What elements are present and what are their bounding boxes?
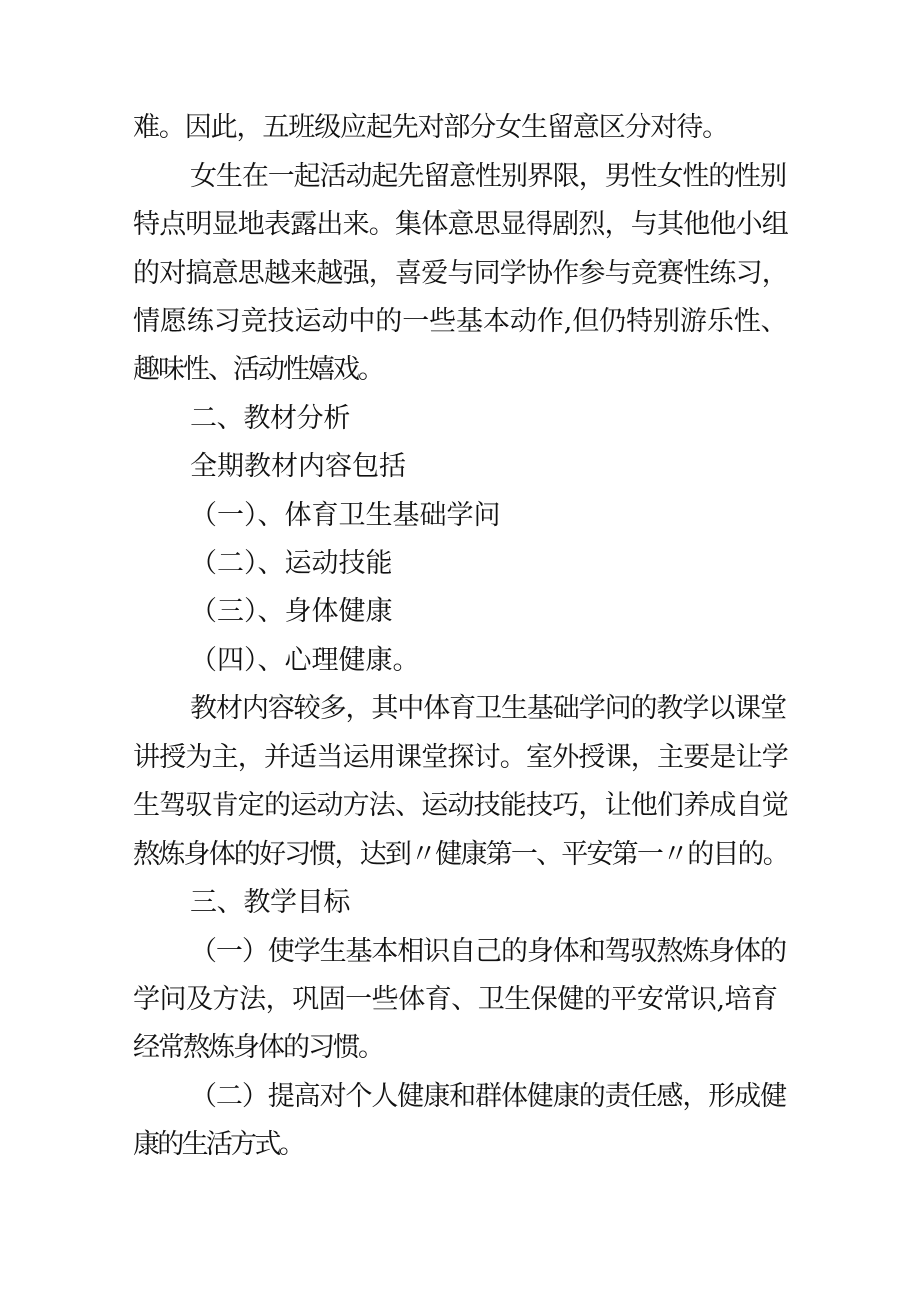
paragraph-line: 讲授为主，并适当运用课堂探讨。室外授课，主要是让学 bbox=[133, 742, 788, 773]
paragraph-line: 生驾驭肯定的运动方法、运动技能技巧，让他们养成自觉 bbox=[133, 790, 788, 821]
paragraph-line: （二）提高对个人健康和群体健康的责任感，形成健 bbox=[190, 1081, 786, 1112]
list-item: （一）、体育卫生基础学问 bbox=[190, 500, 501, 531]
section-heading: 三、教学目标 bbox=[190, 887, 350, 918]
paragraph-line: 女生在一起活动起先留意性别界限，男性女性的性别 bbox=[190, 161, 786, 192]
paragraph-line: 教材内容较多，其中体育卫生基础学问的教学以课堂 bbox=[190, 693, 786, 724]
paragraph-line: 熬炼身体的好习惯，达到〃健康第一、平安第一〃的目的。 bbox=[133, 839, 788, 870]
paragraph-line: 的对搞意思越来越强，喜爱与同学协作参与竞赛性练习， bbox=[133, 258, 788, 289]
list-item: （二）、运动技能 bbox=[190, 548, 393, 579]
paragraph-line: 特点明显地表露出来。集体意思显得剧烈，与其他他小组 bbox=[133, 209, 788, 240]
paragraph-line: 情愿练习竞技运动中的一些基本动作,但仍特别游乐性、 bbox=[133, 306, 788, 337]
paragraph-line: 经常熬炼身体的习惯。 bbox=[133, 1032, 383, 1063]
section-heading: 二、教材分析 bbox=[190, 403, 350, 434]
paragraph-line: 康的生活方式。 bbox=[133, 1129, 303, 1160]
paragraph-line: 学问及方法，巩固一些体育、卫生保健的平安常识,培育 bbox=[133, 984, 778, 1015]
list-item: （四）、心理健康。 bbox=[190, 645, 420, 676]
paragraph-line: 全期教材内容包括 bbox=[190, 451, 406, 482]
paragraph-line: 趣味性、活动性嬉戏。 bbox=[133, 354, 383, 385]
list-item: （三）、身体健康 bbox=[190, 596, 393, 627]
paragraph-line: （一）使学生基本相识自己的身体和驾驭熬炼身体的 bbox=[190, 936, 786, 967]
paragraph-line: 难。因此，五班级应起先对部分女生留意区分对待。 bbox=[133, 112, 728, 143]
